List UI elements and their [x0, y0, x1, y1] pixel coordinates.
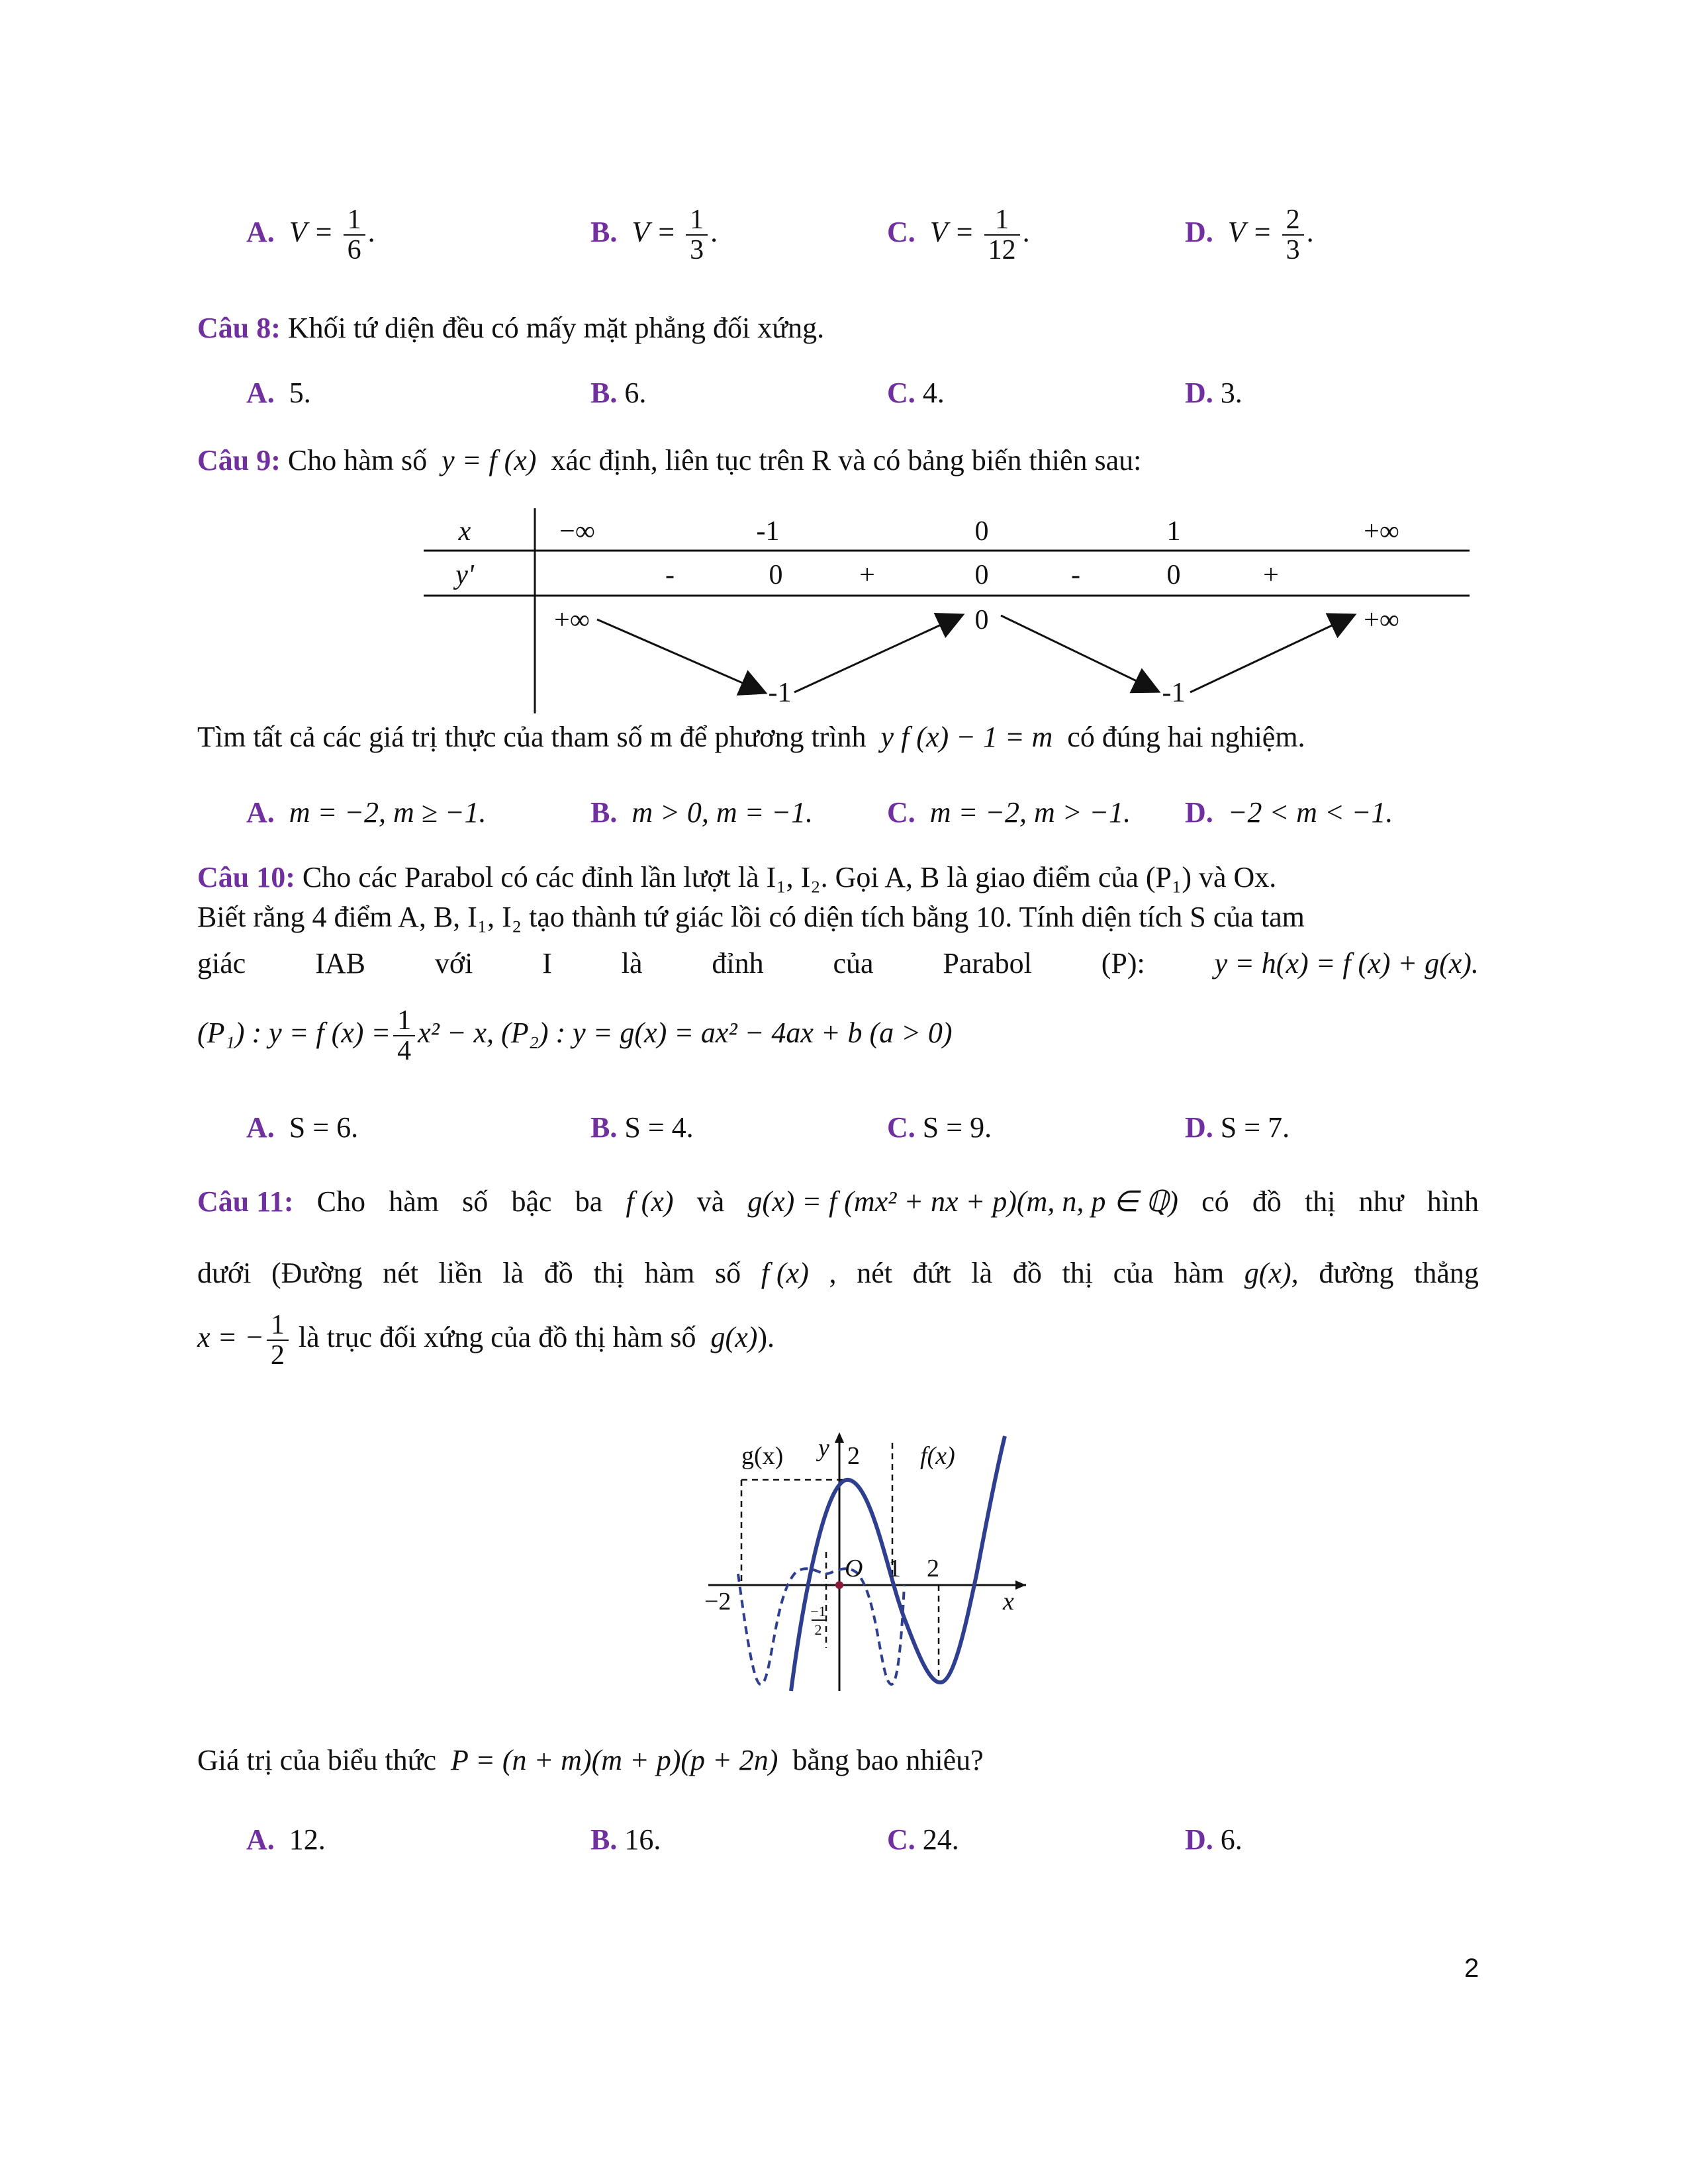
formula: P = (n + m)(m + p)(p + 2n) — [451, 1744, 778, 1776]
option-fraction: $\frac{1}{3}$ — [686, 205, 708, 265]
q10-line1: Câu 10: Cho các Parabol có các đỉnh lần lượt là I₁, I₂. Gọi A, B là giao điểm của (P₁) và Ox. — [197, 861, 1277, 893]
option-lhs: V = — [289, 216, 334, 249]
arrow-down — [1001, 615, 1157, 691]
option-label: D. — [1185, 216, 1213, 249]
x-tick-label: 1 — [888, 1555, 901, 1582]
q11-line1: Câu 11: Cho hàm số bậc ba f (x) và g(x) = f (mx² + nx + p)(m, n, p ∈ ℚ) có đồ thị như hình — [197, 1183, 1479, 1220]
option-fraction: $\frac{2}{3}$ — [1282, 205, 1304, 265]
x-value: 0 — [974, 516, 989, 547]
question-label: Câu 11: — [197, 1185, 294, 1218]
q8-option-d[interactable]: D. 3. — [1185, 377, 1243, 409]
x-value: -1 — [756, 516, 780, 547]
x-tick-label: −2 — [704, 1588, 731, 1615]
q9-ask: Tìm tất cả các giá trị thực của tham số m để phương trình y f (x) − 1 = m có đúng hai nghiệm. — [197, 721, 1305, 753]
x-value: 1 — [1166, 516, 1181, 547]
question-label: Câu 8: — [197, 312, 281, 344]
yprime-sign: - — [665, 560, 675, 590]
x-axis-label: x — [1003, 1588, 1014, 1615]
q11-line3: x = − $\frac{1}{2}$ là trục đối xứng của đồ thị hàm số g(x)). — [197, 1310, 775, 1371]
q9-option-b[interactable]: B. m > 0, m = −1. — [590, 796, 813, 829]
y-value: 0 — [974, 605, 989, 635]
formula: y = f (x) — [442, 444, 537, 477]
q10-option-d[interactable]: D. S = 7. — [1185, 1111, 1290, 1144]
arrow-up — [1190, 615, 1353, 692]
q7-option-c[interactable]: C. V = $\frac{1}{12}$ . — [887, 205, 1030, 265]
q10-option-c[interactable]: C. S = 9. — [887, 1111, 992, 1144]
q9-option-d[interactable]: D. −2 < m < −1. — [1185, 796, 1393, 829]
yprime-zero: 0 — [974, 560, 989, 590]
option-fraction: $\frac{1}{6}$ — [344, 205, 365, 265]
q11-line2: dưới (Đường nét liền là đồ thị hàm số f (x) , nét đứt là đồ thị của hàm g(x), đường thẳng — [197, 1255, 1479, 1292]
q8-option-c[interactable]: C. 4. — [887, 377, 945, 409]
formula: y = h(x) = f (x) + g(x). — [1214, 947, 1479, 979]
yprime-zero: 0 — [769, 560, 783, 590]
origin-dot — [835, 1581, 843, 1589]
x-tick-label: 2 — [927, 1555, 939, 1582]
half-tick-num: −1 — [810, 1603, 826, 1619]
q7-option-b[interactable]: B. V = $\frac{1}{3}$ . — [590, 205, 718, 265]
q7-option-d[interactable]: D. V = $\frac{2}{3}$ . — [1185, 205, 1314, 265]
q8-option-b[interactable]: B. 6. — [590, 377, 647, 409]
q11-ask: Giá trị của biểu thức P = (n + m)(m + p)(p + 2n) bằng bao nhiêu? — [197, 1744, 984, 1776]
q8-option-a[interactable]: A. 5. — [246, 377, 311, 409]
q11-option-a[interactable]: A. 12. — [246, 1823, 326, 1856]
x-value: −∞ — [559, 516, 595, 547]
q10-line3: giác IAB với I là đỉnh của Parabol (P): y = h(x) = f (x) + g(x). — [197, 945, 1479, 982]
option-lhs: V = — [632, 216, 677, 249]
q9-stem: Câu 9: Cho hàm số y = f (x) xác định, liên tục trên R và có bảng biến thiên sau: — [197, 444, 1142, 477]
variation-table — [424, 508, 1470, 720]
option-lhs: V = — [1227, 216, 1272, 249]
formula: f (x) — [761, 1257, 809, 1289]
g-label: g(x) — [741, 1442, 784, 1470]
option-label: C. — [887, 216, 915, 249]
question-label: Câu 9: — [197, 444, 281, 477]
y-tick-label: 2 — [847, 1442, 860, 1470]
yprime-sign: + — [859, 560, 875, 590]
question-label: Câu 10: — [197, 861, 295, 893]
y-axis-label: y — [818, 1434, 829, 1462]
question-text: Khối tứ diện đều có mấy mặt phẳng đối xứng. — [287, 312, 825, 344]
formula: f (x) — [626, 1185, 674, 1218]
half-tick-den: 2 — [814, 1621, 822, 1638]
q11-option-b[interactable]: B. 16. — [590, 1823, 661, 1856]
q11-option-c[interactable]: C. 24. — [887, 1823, 959, 1856]
option-label: B. — [590, 216, 618, 249]
f-label: f(x) — [920, 1442, 955, 1470]
q10-option-a[interactable]: A. S = 6. — [246, 1111, 359, 1144]
x-value: +∞ — [1364, 516, 1399, 547]
q9-option-c[interactable]: C. m = −2, m > −1. — [887, 796, 1131, 829]
q9-option-a[interactable]: A. m = −2, m ≥ −1. — [246, 796, 487, 829]
equation-fraction: $\frac{1}{4}$ — [393, 1006, 415, 1066]
yprime-label: y' — [455, 560, 474, 590]
q10-line2: Biết rằng 4 điểm A, B, I₁, I₂ tạo thành tứ giác lồi có diện tích bằng 10. Tính diện tích S của tam — [197, 901, 1305, 933]
formula: y f (x) − 1 = m — [880, 721, 1053, 753]
origin-label: O — [845, 1555, 863, 1582]
yprime-sign: + — [1263, 560, 1279, 590]
q11-option-d[interactable]: D. 6. — [1185, 1823, 1243, 1856]
formula: g(x), — [1244, 1257, 1299, 1289]
q10-option-b[interactable]: B. S = 4. — [590, 1111, 694, 1144]
option-label: A. — [246, 216, 275, 249]
x-axis-arrow — [1015, 1580, 1026, 1590]
arrow-up — [794, 615, 961, 692]
page-number: 2 — [1464, 1954, 1479, 1983]
arrow-down — [597, 619, 764, 692]
yprime-zero: 0 — [1166, 560, 1181, 590]
axis-fraction: $\frac{1}{2}$ — [267, 1310, 289, 1370]
y-value: -1 — [768, 678, 792, 708]
q7-option-a[interactable]: A. V = $\frac{1}{6}$ . — [246, 205, 375, 265]
y-value: +∞ — [554, 605, 590, 635]
x-label: x — [458, 516, 471, 547]
y-value: -1 — [1162, 678, 1186, 708]
option-fraction: $\frac{1}{12}$ — [984, 205, 1020, 265]
option-lhs: V = — [929, 216, 974, 249]
y-value: +∞ — [1364, 605, 1399, 635]
formula: g(x) = f (mx² + nx + p)(m, n, p ∈ ℚ) — [747, 1185, 1178, 1218]
q8-stem — [197, 310, 824, 347]
q10-equation: (P₁) : y = f (x) = $\frac{1}{4}$ x² − x, (P₂) : y = g(x) = ax² − 4ax + b (a > 0) — [197, 1005, 953, 1066]
yprime-sign: - — [1071, 560, 1080, 590]
y-axis-arrow — [835, 1432, 844, 1443]
function-graph — [695, 1423, 1039, 1701]
